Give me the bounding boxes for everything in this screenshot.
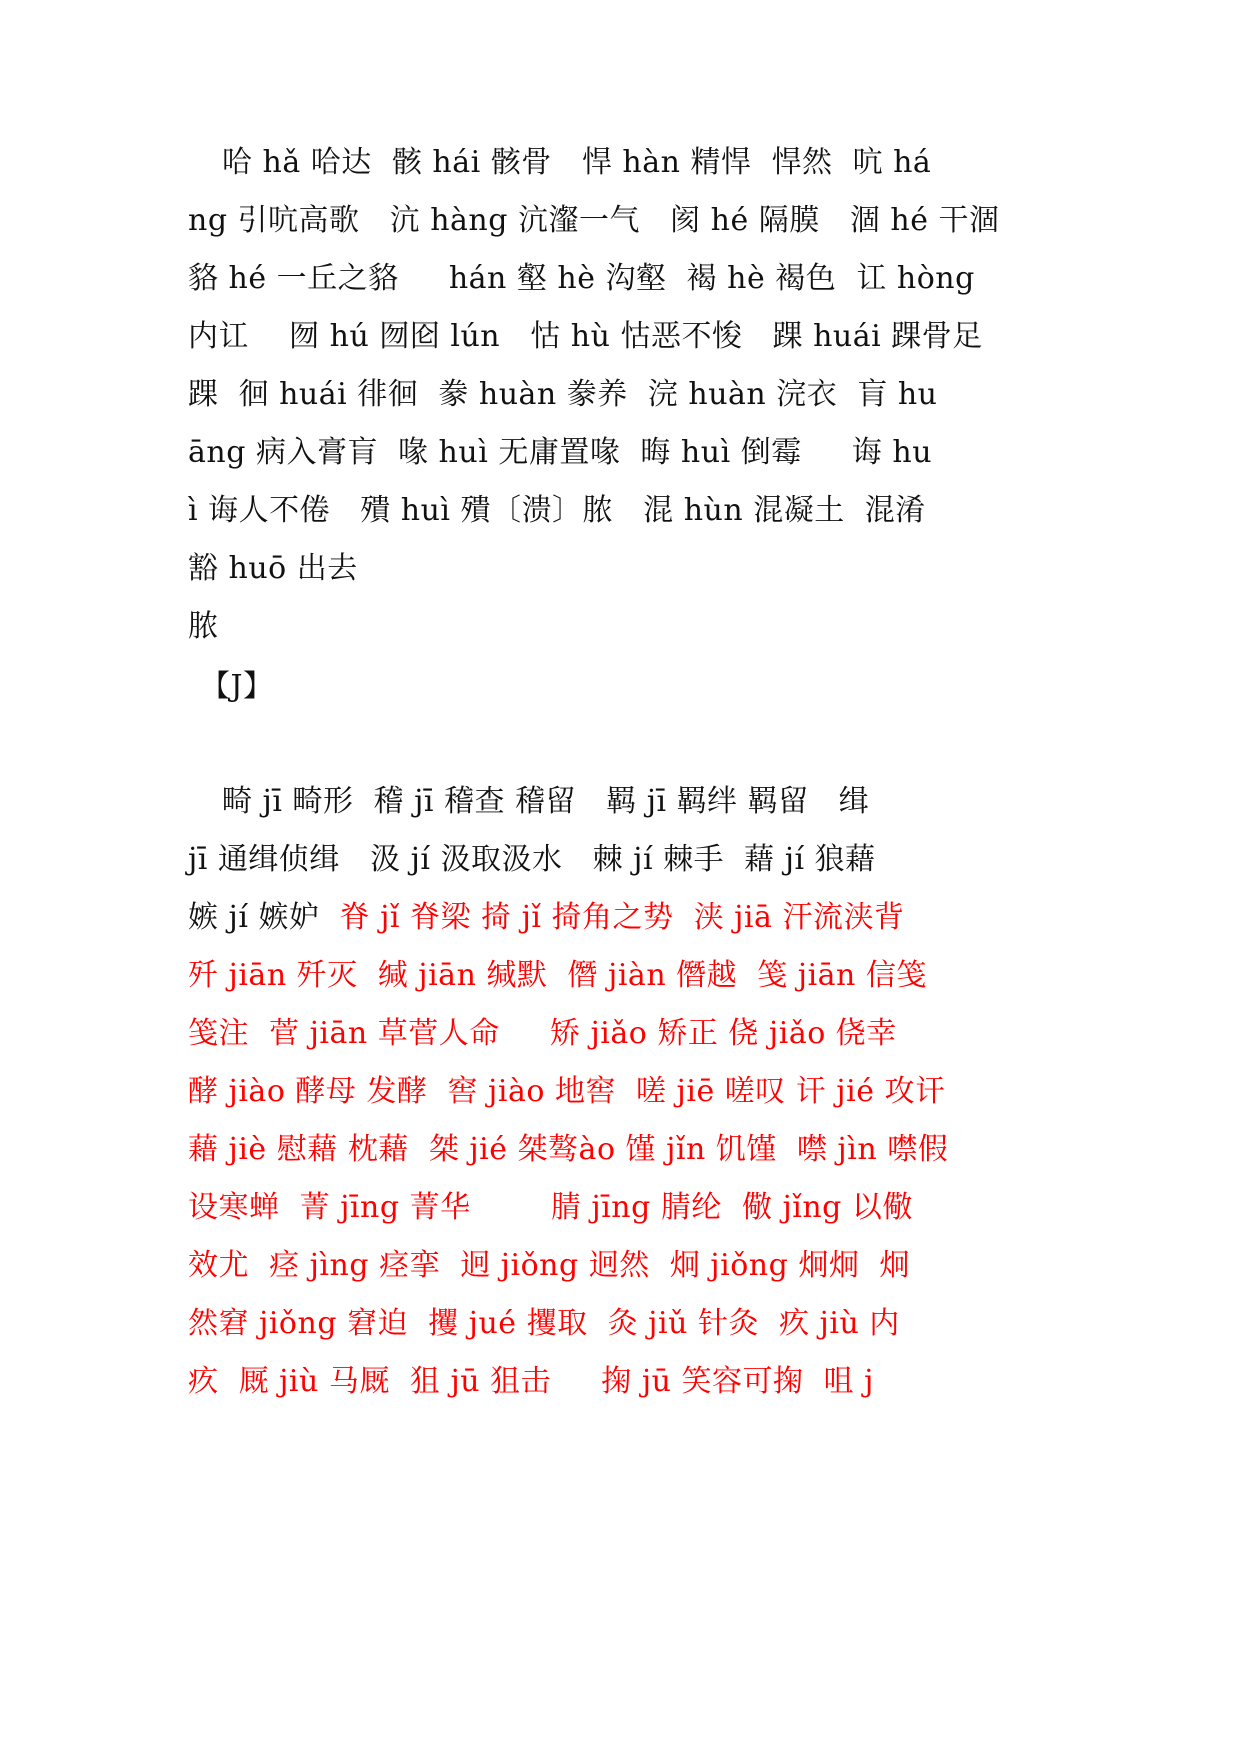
text-segment: 嫉 jí 嫉妒 bbox=[188, 900, 340, 935]
text-line: 哈 hǎ 哈达 骸 hái 骸骨 悍 hàn 精悍 悍然 吭 há bbox=[222, 145, 932, 180]
text-line: 豁 huō 出去 bbox=[188, 551, 358, 586]
highlighted-text-line: 藉 jiè 慰藉 枕藉 桀 jié 桀骜ào 馑 jǐn 饥馑 噤 jìn 噤假 bbox=[188, 1132, 949, 1167]
text-line: āng 病入膏肓 喙 huì 无庸置喙 晦 huì 倒霉 诲 hu bbox=[188, 435, 933, 470]
section-heading: 【J】 bbox=[200, 669, 274, 704]
text-line-mixed bbox=[188, 898, 904, 938]
highlighted-text-line: 笺注 菅 jiān 草菅人命 矫 jiǎo 矫正 侥 jiǎo 侥幸 bbox=[188, 1016, 897, 1051]
text-line: jī 通缉侦缉 汲 jí 汲取汲水 棘 jí 棘手 藉 jí 狼藉 bbox=[188, 842, 876, 877]
highlighted-text-line: 然窘 jiǒng 窘迫 攫 jué 攫取 灸 jiǔ 针灸 疚 jiù 内 bbox=[188, 1306, 900, 1341]
highlighted-text-line: 设寒蝉 菁 jīng 菁华 腈 jīng 腈纶 儆 jǐng 以儆 bbox=[188, 1190, 913, 1225]
highlighted-text-line: 歼 jiān 歼灭 缄 jiān 缄默 僭 jiàn 僭越 笺 jiān 信笺 bbox=[188, 958, 927, 993]
text-line: 貉 hé 一丘之貉 hán 壑 hè 沟壑 褐 hè 褐色 讧 hòng bbox=[188, 261, 975, 296]
highlighted-text-segment: 脊 jǐ 脊梁 掎 jǐ 掎角之势 浃 jiā 汗流浃背 bbox=[339, 900, 905, 935]
highlighted-text-line: 酵 jiào 酵母 发酵 窖 jiào 地窖 嗟 jiē 嗟叹 讦 jié 攻讦 bbox=[188, 1074, 946, 1109]
highlighted-text-line: 效尤 痉 jìng 痉挛 迥 jiǒng 迥然 炯 jiǒng 炯炯 炯 bbox=[188, 1248, 910, 1283]
text-line: 脓 bbox=[188, 609, 219, 644]
highlighted-text-line: 疚 厩 jiù 马厩 狙 jū 狙击 掬 jū 笑容可掬 咀 j bbox=[188, 1364, 874, 1399]
text-line: ì 诲人不倦 殨 huì 殨〔溃〕脓 混 hùn 混凝土 混淆 bbox=[188, 493, 926, 528]
text-line: ng 引吭高歌 沆 hàng 沆瀣一气 阂 hé 隔膜 涸 hé 干涸 bbox=[188, 203, 1000, 238]
text-line: 踝 徊 huái 徘徊 豢 huàn 豢养 浣 huàn 浣衣 肓 hu bbox=[188, 377, 938, 412]
text-line: 内讧 囫 hú 囫囵 lún 怙 hù 怙恶不悛 踝 huái 踝骨足 bbox=[188, 319, 983, 354]
text-line: 畸 jī 畸形 稽 jī 稽查 稽留 羁 jī 羁绊 羁留 缉 bbox=[222, 784, 870, 819]
